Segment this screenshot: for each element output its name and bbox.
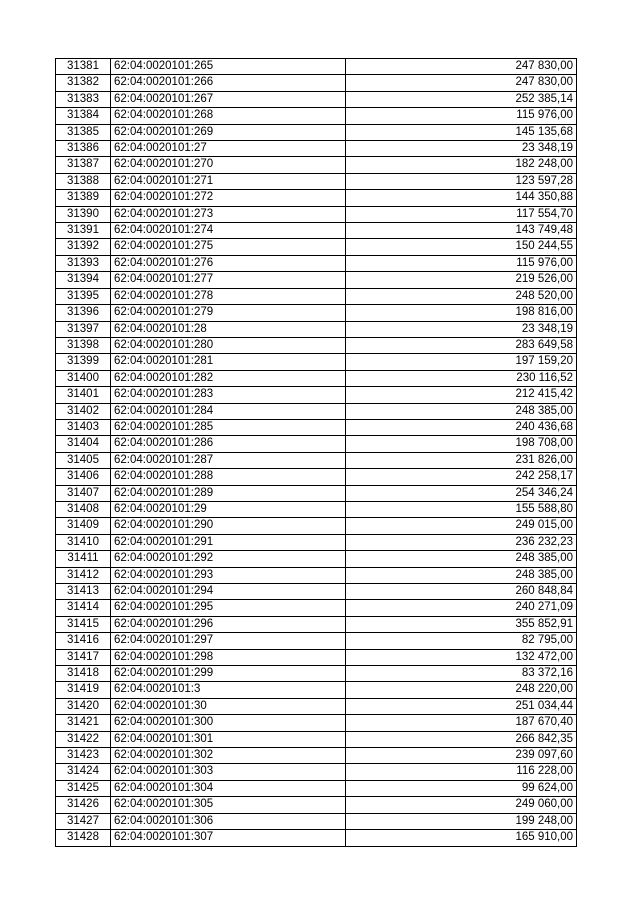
cadastral-value-cell: 266 842,35 (346, 731, 577, 747)
cadastral-value-cell: 248 385,00 (346, 551, 577, 567)
cadastral-number-cell: 62:04:0020101:28 (111, 321, 346, 337)
row-number-cell: 31381 (56, 59, 111, 75)
table-row (56, 59, 577, 75)
cadastral-number-cell: 62:04:0020101:307 (111, 830, 346, 846)
cadastral-value-cell: 248 385,00 (346, 567, 577, 583)
cadastral-number-cell: 62:04:0020101:293 (111, 567, 346, 583)
cadastral-number-cell: 62:04:0020101:283 (111, 387, 346, 403)
cadastral-value-cell: 155 588,80 (346, 501, 577, 517)
table-row (56, 551, 577, 567)
cadastral-value-cell: 115 976,00 (346, 108, 577, 124)
cadastral-number-cell: 62:04:0020101:295 (111, 600, 346, 616)
cadastral-number-cell: 62:04:0020101:27 (111, 141, 346, 157)
row-number-cell: 31397 (56, 321, 111, 337)
table-row (56, 255, 577, 271)
cadastral-number-cell: 62:04:0020101:271 (111, 173, 346, 189)
cadastral-number-cell: 62:04:0020101:302 (111, 748, 346, 764)
cadastral-value-cell: 247 830,00 (346, 59, 577, 75)
row-number-cell: 31417 (56, 649, 111, 665)
table-row (56, 748, 577, 764)
cadastral-value-cell: 212 415,42 (346, 387, 577, 403)
cadastral-number-cell: 62:04:0020101:270 (111, 157, 346, 173)
table-row (56, 91, 577, 107)
cadastral-value-cell: 251 034,44 (346, 698, 577, 714)
cadastral-number-cell: 62:04:0020101:305 (111, 797, 346, 813)
cadastral-number-cell: 62:04:0020101:292 (111, 551, 346, 567)
row-number-cell: 31427 (56, 813, 111, 829)
cadastral-number-cell: 62:04:0020101:286 (111, 436, 346, 452)
table-row (56, 239, 577, 255)
row-number-cell: 31410 (56, 534, 111, 550)
cadastral-number-cell: 62:04:0020101:275 (111, 239, 346, 255)
cadastral-value-cell: 198 816,00 (346, 305, 577, 321)
row-number-cell: 31384 (56, 108, 111, 124)
table-row (56, 485, 577, 501)
row-number-cell: 31387 (56, 157, 111, 173)
cadastral-number-cell: 62:04:0020101:291 (111, 534, 346, 550)
table-row (56, 715, 577, 731)
table-row (56, 403, 577, 419)
table-row (56, 223, 577, 239)
table-body (56, 59, 577, 847)
table-row (56, 108, 577, 124)
cadastral-value-cell: 82 795,00 (346, 633, 577, 649)
row-number-cell: 31382 (56, 75, 111, 91)
row-number-cell: 31404 (56, 436, 111, 452)
cadastral-number-cell: 62:04:0020101:278 (111, 288, 346, 304)
row-number-cell: 31402 (56, 403, 111, 419)
row-number-cell: 31421 (56, 715, 111, 731)
cadastral-value-cell: 240 436,68 (346, 419, 577, 435)
table-row (56, 633, 577, 649)
cadastral-number-cell: 62:04:0020101:268 (111, 108, 346, 124)
cadastral-value-cell: 219 526,00 (346, 272, 577, 288)
cadastral-value-cell: 248 220,00 (346, 682, 577, 698)
row-number-cell: 31400 (56, 370, 111, 386)
cadastral-value-cell: 123 597,28 (346, 173, 577, 189)
table-row (56, 370, 577, 386)
cadastral-value-cell: 99 624,00 (346, 780, 577, 796)
row-number-cell: 31383 (56, 91, 111, 107)
cadastral-value-cell: 132 472,00 (346, 649, 577, 665)
table-row (56, 469, 577, 485)
row-number-cell: 31422 (56, 731, 111, 747)
cadastral-value-cell: 199 248,00 (346, 813, 577, 829)
cadastral-value-cell: 240 271,09 (346, 600, 577, 616)
cadastral-number-cell: 62:04:0020101:274 (111, 223, 346, 239)
table-row (56, 436, 577, 452)
row-number-cell: 31386 (56, 141, 111, 157)
table-row (56, 173, 577, 189)
cadastral-number-cell: 62:04:0020101:288 (111, 469, 346, 485)
table-row (56, 157, 577, 173)
cadastral-value-cell: 230 116,52 (346, 370, 577, 386)
cadastral-number-cell: 62:04:0020101:306 (111, 813, 346, 829)
cadastral-number-cell: 62:04:0020101:3 (111, 682, 346, 698)
table-row (56, 830, 577, 846)
table-row (56, 649, 577, 665)
cadastral-value-cell: 260 848,84 (346, 584, 577, 600)
row-number-cell: 31409 (56, 518, 111, 534)
table-row (56, 141, 577, 157)
cadastral-value-cell: 198 708,00 (346, 436, 577, 452)
cadastral-number-cell: 62:04:0020101:301 (111, 731, 346, 747)
table-row (56, 501, 577, 517)
cadastral-value-cell: 247 830,00 (346, 75, 577, 91)
cadastral-number-cell: 62:04:0020101:299 (111, 666, 346, 682)
table-row (56, 124, 577, 140)
cadastral-value-cell: 242 258,17 (346, 469, 577, 485)
cadastral-value-cell: 248 385,00 (346, 403, 577, 419)
row-number-cell: 31389 (56, 190, 111, 206)
table-row (56, 75, 577, 91)
cadastral-value-cell: 254 346,24 (346, 485, 577, 501)
table-row (56, 321, 577, 337)
cadastral-value-cell: 145 135,68 (346, 124, 577, 140)
cadastral-value-cell: 182 248,00 (346, 157, 577, 173)
cadastral-value-cell: 117 554,70 (346, 206, 577, 222)
cadastral-number-cell: 62:04:0020101:287 (111, 452, 346, 468)
cadastral-number-cell: 62:04:0020101:30 (111, 698, 346, 714)
table-row (56, 305, 577, 321)
cadastral-number-cell: 62:04:0020101:282 (111, 370, 346, 386)
row-number-cell: 31405 (56, 452, 111, 468)
cadastral-number-cell: 62:04:0020101:303 (111, 764, 346, 780)
row-number-cell: 31420 (56, 698, 111, 714)
table-row (56, 354, 577, 370)
row-number-cell: 31418 (56, 666, 111, 682)
table-row (56, 337, 577, 353)
row-number-cell: 31413 (56, 584, 111, 600)
cadastral-value-cell: 249 015,00 (346, 518, 577, 534)
table-row (56, 567, 577, 583)
row-number-cell: 31388 (56, 173, 111, 189)
row-number-cell: 31401 (56, 387, 111, 403)
row-number-cell: 31391 (56, 223, 111, 239)
row-number-cell: 31423 (56, 748, 111, 764)
cadastral-value-table (55, 58, 577, 847)
table-row (56, 616, 577, 632)
row-number-cell: 31403 (56, 419, 111, 435)
table-row (56, 682, 577, 698)
cadastral-number-cell: 62:04:0020101:304 (111, 780, 346, 796)
cadastral-number-cell: 62:04:0020101:289 (111, 485, 346, 501)
row-number-cell: 31408 (56, 501, 111, 517)
row-number-cell: 31425 (56, 780, 111, 796)
cadastral-number-cell: 62:04:0020101:266 (111, 75, 346, 91)
cadastral-number-cell: 62:04:0020101:276 (111, 255, 346, 271)
table-row (56, 190, 577, 206)
cadastral-value-cell: 231 826,00 (346, 452, 577, 468)
row-number-cell: 31415 (56, 616, 111, 632)
row-number-cell: 31398 (56, 337, 111, 353)
cadastral-number-cell: 62:04:0020101:29 (111, 501, 346, 517)
cadastral-value-cell: 143 749,48 (346, 223, 577, 239)
row-number-cell: 31394 (56, 272, 111, 288)
row-number-cell: 31424 (56, 764, 111, 780)
cadastral-value-cell: 165 910,00 (346, 830, 577, 846)
cadastral-number-cell: 62:04:0020101:269 (111, 124, 346, 140)
row-number-cell: 31390 (56, 206, 111, 222)
table-row (56, 698, 577, 714)
cadastral-number-cell: 62:04:0020101:290 (111, 518, 346, 534)
cadastral-value-cell: 116 228,00 (346, 764, 577, 780)
row-number-cell: 31396 (56, 305, 111, 321)
cadastral-number-cell: 62:04:0020101:273 (111, 206, 346, 222)
row-number-cell: 31399 (56, 354, 111, 370)
cadastral-number-cell: 62:04:0020101:279 (111, 305, 346, 321)
row-number-cell: 31406 (56, 469, 111, 485)
cadastral-number-cell: 62:04:0020101:272 (111, 190, 346, 206)
table-row (56, 206, 577, 222)
cadastral-value-cell: 83 372,16 (346, 666, 577, 682)
cadastral-number-cell: 62:04:0020101:265 (111, 59, 346, 75)
cadastral-value-cell: 197 159,20 (346, 354, 577, 370)
row-number-cell: 31428 (56, 830, 111, 846)
row-number-cell: 31426 (56, 797, 111, 813)
cadastral-value-cell: 144 350,88 (346, 190, 577, 206)
cadastral-number-cell: 62:04:0020101:300 (111, 715, 346, 731)
cadastral-value-cell: 252 385,14 (346, 91, 577, 107)
table-row (56, 731, 577, 747)
table-row (56, 813, 577, 829)
table-row (56, 780, 577, 796)
cadastral-value-cell: 249 060,00 (346, 797, 577, 813)
cadastral-value-cell: 355 852,91 (346, 616, 577, 632)
row-number-cell: 31414 (56, 600, 111, 616)
cadastral-value-cell: 283 649,58 (346, 337, 577, 353)
cadastral-value-cell: 23 348,19 (346, 321, 577, 337)
table-row (56, 666, 577, 682)
table-row (56, 797, 577, 813)
cadastral-number-cell: 62:04:0020101:298 (111, 649, 346, 665)
table-row (56, 600, 577, 616)
cadastral-value-cell: 248 520,00 (346, 288, 577, 304)
cadastral-number-cell: 62:04:0020101:277 (111, 272, 346, 288)
row-number-cell: 31412 (56, 567, 111, 583)
cadastral-number-cell: 62:04:0020101:284 (111, 403, 346, 419)
cadastral-value-cell: 115 976,00 (346, 255, 577, 271)
cadastral-value-cell: 239 097,60 (346, 748, 577, 764)
cadastral-number-cell: 62:04:0020101:297 (111, 633, 346, 649)
row-number-cell: 31392 (56, 239, 111, 255)
cadastral-value-cell: 150 244,55 (346, 239, 577, 255)
row-number-cell: 31393 (56, 255, 111, 271)
table-row (56, 452, 577, 468)
row-number-cell: 31385 (56, 124, 111, 140)
cadastral-number-cell: 62:04:0020101:281 (111, 354, 346, 370)
row-number-cell: 31407 (56, 485, 111, 501)
table-row (56, 584, 577, 600)
row-number-cell: 31411 (56, 551, 111, 567)
row-number-cell: 31416 (56, 633, 111, 649)
cadastral-number-cell: 62:04:0020101:294 (111, 584, 346, 600)
cadastral-value-cell: 23 348,19 (346, 141, 577, 157)
cadastral-number-cell: 62:04:0020101:267 (111, 91, 346, 107)
table-row (56, 419, 577, 435)
table-row (56, 288, 577, 304)
table-row (56, 764, 577, 780)
cadastral-number-cell: 62:04:0020101:296 (111, 616, 346, 632)
row-number-cell: 31395 (56, 288, 111, 304)
table-row (56, 518, 577, 534)
table-row (56, 534, 577, 550)
row-number-cell: 31419 (56, 682, 111, 698)
cadastral-number-cell: 62:04:0020101:285 (111, 419, 346, 435)
cadastral-value-cell: 236 232,23 (346, 534, 577, 550)
cadastral-value-cell: 187 670,40 (346, 715, 577, 731)
table-row (56, 272, 577, 288)
table-row (56, 387, 577, 403)
cadastral-number-cell: 62:04:0020101:280 (111, 337, 346, 353)
